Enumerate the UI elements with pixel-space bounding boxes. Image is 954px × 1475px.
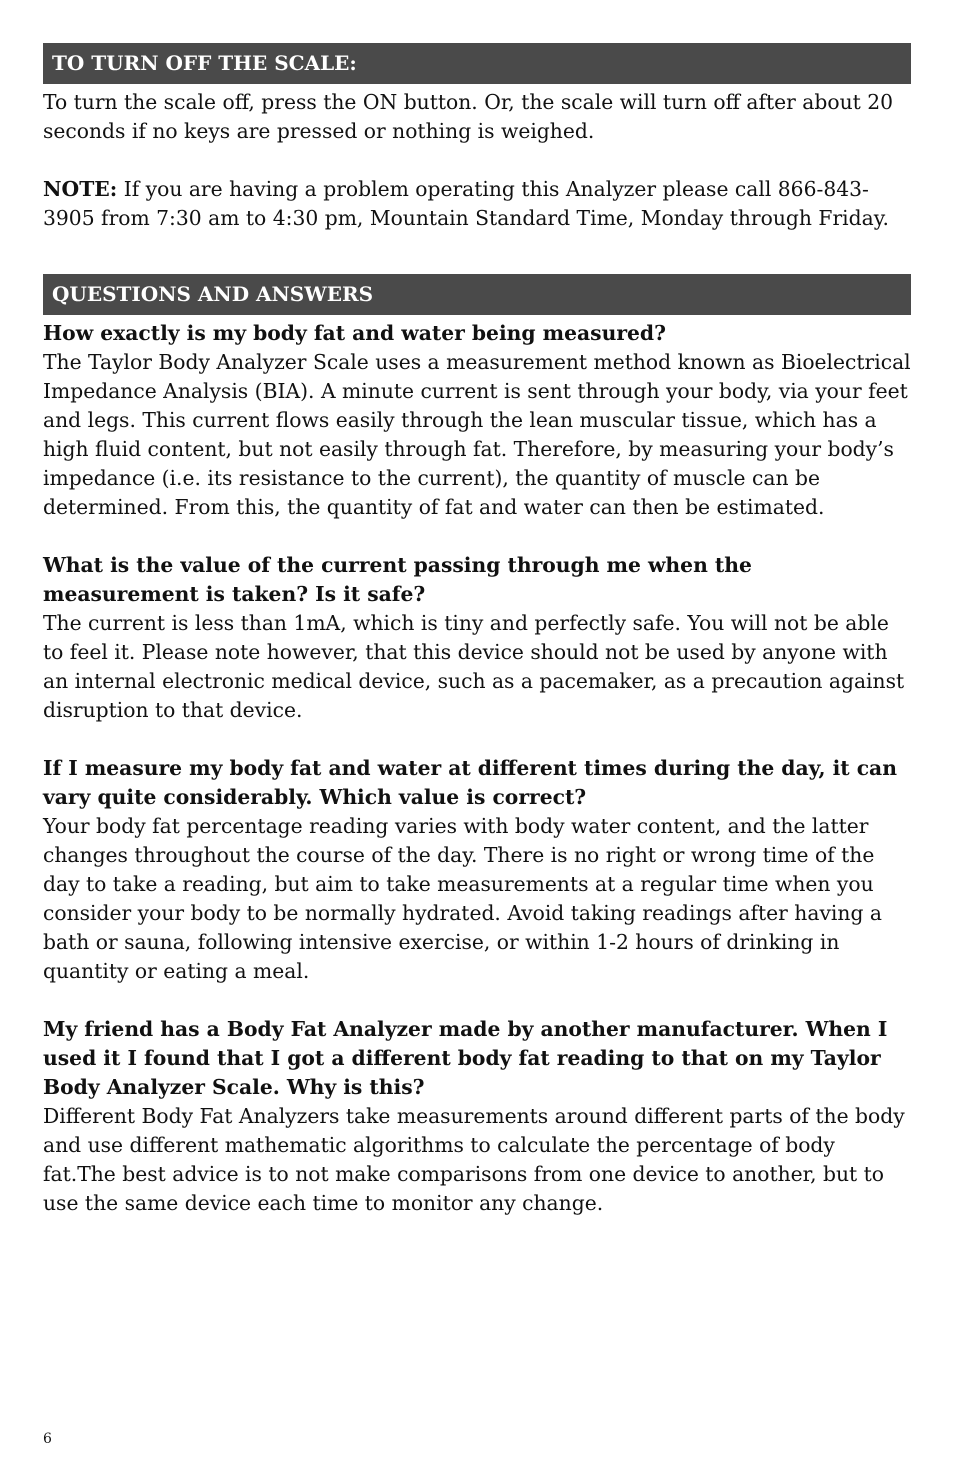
qa-answer: The current is less than 1mA, which is tiny and perfectly safe. You will not be able to feel it. Please note however, that this device should not be used by anyone with an internal electronic medical device, such as a pacemaker, as a precaution against disruption to that device. <box>43 611 905 722</box>
qa-item <box>43 1015 911 1218</box>
page-number: 6 <box>43 1431 52 1447</box>
qa-question: How exactly is my body fat and water being measured? <box>43 321 666 345</box>
qa-answer: The Taylor Body Analyzer Scale uses a measurement method known as Bioelectrical Impedance Analysis (BIA). A minute current is sent through your body, via your feet and legs. This current flows easily through the lean muscular tissue, which has a high fluid content, but not easily through fat. Therefore, by measuring your body’s impedance (i.e. its resistance to the current), the quantity of muscle can be determined. From this, the quantity of fat and water can then be estimated. <box>43 350 911 519</box>
note-label: NOTE: <box>43 177 118 201</box>
qa-item <box>43 319 911 522</box>
qa-item <box>43 551 911 725</box>
qa-answer: Different Body Fat Analyzers take measurements around different parts of the body and use different mathematic algorithms to calculate the percentage of body fat.The best advice is to not make comparisons from one device to another, but to use the same device each time to monitor any change. <box>43 1104 905 1215</box>
section-heading-turn-off: TO TURN OFF THE SCALE: <box>43 43 911 84</box>
qa-question: My friend has a Body Fat Analyzer made by another manufacturer. When I used it I found that I got a different body fat reading to that on my Taylor Body Analyzer Scale. Why is this? <box>43 1017 888 1099</box>
manual-page <box>43 43 911 1218</box>
qa-section <box>43 319 911 1218</box>
qa-item <box>43 754 911 986</box>
qa-answer: Your body fat percentage reading varies with body water content, and the latter changes throughout the course of the day. There is no right or wrong time of the day to take a reading, but aim to take measurements at a regular time when you consider your body to be normally hydrated. Avoid taking readings after having a bath or sauna, following intensive exercise, or within 1-2 hours of drinking in quantity or eating a meal. <box>43 814 882 983</box>
qa-question: What is the value of the current passing through me when the measurement is taken? Is it safe? <box>43 553 752 606</box>
support-note <box>43 175 911 233</box>
note-text: If you are having a problem operating this Analyzer please call 866-843-3905 from 7:30 am to 4:30 pm, Mountain Standard Time, Monday through Friday. <box>43 177 889 230</box>
turn-off-instructions: To turn the scale off, press the ON button. Or, the scale will turn off after about 20 seconds if no keys are pressed or nothing is weighed. <box>43 90 894 143</box>
turn-off-section <box>43 88 911 233</box>
qa-question: If I measure my body fat and water at different times during the day, it can vary quite considerably. Which value is correct? <box>43 756 897 809</box>
section-heading-qa: QUESTIONS AND ANSWERS <box>43 274 911 315</box>
